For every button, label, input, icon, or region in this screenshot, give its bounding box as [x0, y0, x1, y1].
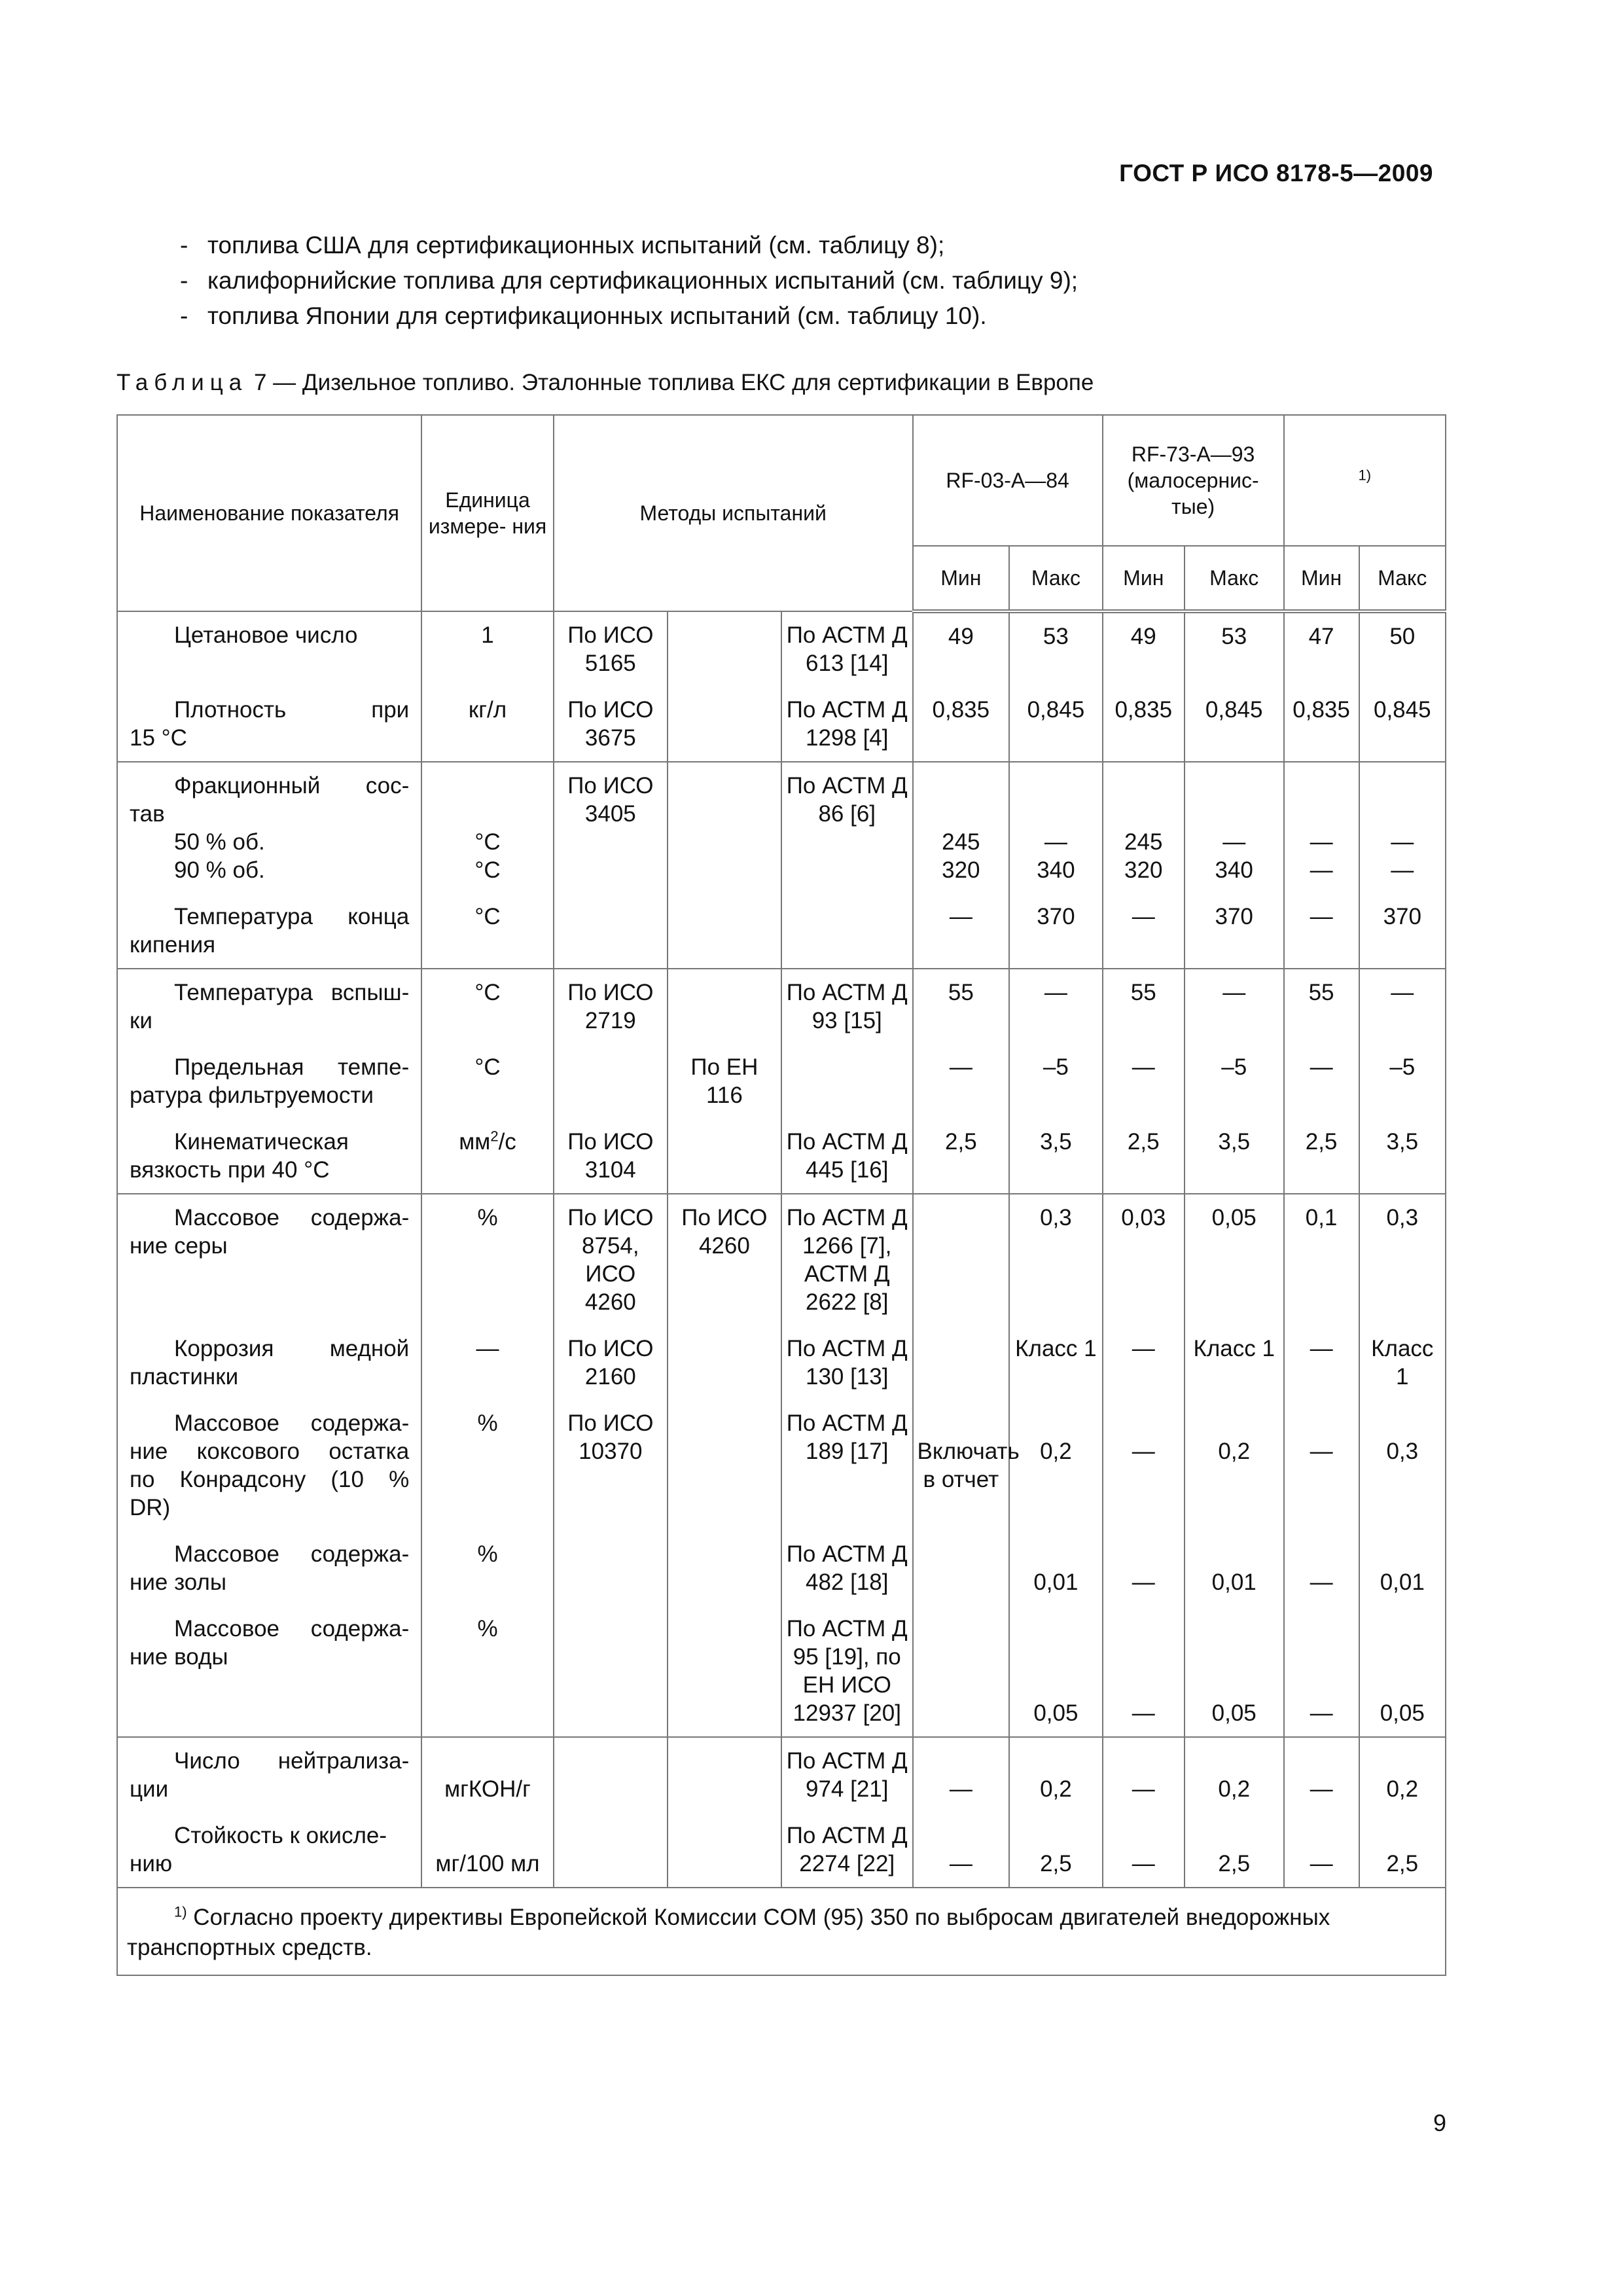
- method-en: [668, 1605, 781, 1737]
- value-cell: 0,3: [1009, 1194, 1103, 1325]
- value-cell: 245 320: [1103, 762, 1185, 893]
- value-cell: 53: [1185, 611, 1284, 687]
- row-unit: %: [421, 1531, 554, 1605]
- footnote-mark: 1): [174, 1903, 187, 1920]
- value-cell: —: [913, 1044, 1010, 1119]
- value-cell: 0,01: [1009, 1531, 1103, 1605]
- value-cell: 0,2: [1359, 1737, 1446, 1812]
- row-unit: мгКОН/г: [421, 1737, 554, 1812]
- value-cell: — —: [1359, 762, 1446, 893]
- method-iso: [554, 1044, 668, 1119]
- method-astm: По АСТМ Д 95 [19], по ЕН ИСО 12937 [20]: [781, 1605, 913, 1737]
- table-footnote-row: [117, 1888, 1446, 1975]
- row-name: Температура вспыш- ки: [117, 969, 421, 1044]
- row-unit: %: [421, 1400, 554, 1531]
- value-cell: —: [1009, 969, 1103, 1044]
- method-iso: [554, 1812, 668, 1888]
- table-row: [117, 762, 1446, 893]
- method-en: [668, 1325, 781, 1400]
- value-cell: —: [1284, 1737, 1359, 1812]
- value-cell: —: [1103, 893, 1185, 969]
- value-cell: 0,05: [1185, 1605, 1284, 1737]
- table-row: [117, 1044, 1446, 1119]
- value-cell: 0,835: [913, 687, 1010, 762]
- header-fuel-footnote: [1284, 415, 1446, 546]
- value-cell: 0,835: [1284, 687, 1359, 762]
- value-cell: 0,3: [1359, 1400, 1446, 1531]
- row-name: Предельная темпе- ратура фильтруемости: [117, 1044, 421, 1119]
- value-cell: 55: [913, 969, 1010, 1044]
- value-cell: —: [1284, 1812, 1359, 1888]
- table-row: [117, 1737, 1446, 1812]
- row-unit: °С: [421, 893, 554, 969]
- value-cell: –5: [1185, 1044, 1284, 1119]
- list-item: - топлива США для сертификационных испытаний (см. таблицу 8);: [180, 232, 945, 259]
- value-cell: –5: [1009, 1044, 1103, 1119]
- value-cell: 2,5: [913, 1119, 1010, 1194]
- value-cell: — 340: [1185, 762, 1284, 893]
- row-unit: %: [421, 1605, 554, 1737]
- table-row: [117, 1325, 1446, 1400]
- value-cell: —: [1103, 1605, 1185, 1737]
- method-astm: По АСТМ Д 189 [17]: [781, 1400, 913, 1531]
- table-row: [117, 611, 1446, 687]
- document-standard-header: ГОСТ Р ИСО 8178-5—2009: [1119, 160, 1433, 187]
- row-name: Стойкость к окисле- нию: [117, 1812, 421, 1888]
- value-cell: 3,5: [1359, 1119, 1446, 1194]
- value-cell: 0,2: [1185, 1737, 1284, 1812]
- method-en: [668, 1400, 781, 1531]
- value-cell: 0,2: [1185, 1400, 1284, 1531]
- method-astm: По АСТМ Д 613 [14]: [781, 611, 913, 687]
- value-cell: —: [1103, 1325, 1185, 1400]
- value-cell: — 340: [1009, 762, 1103, 893]
- method-iso: По ИСО 3675: [554, 687, 668, 762]
- method-en: По ИСО 4260: [668, 1194, 781, 1325]
- method-astm: [781, 1044, 913, 1119]
- method-astm: По АСТМ Д 1266 [7], АСТМ Д 2622 [8]: [781, 1194, 913, 1325]
- value-cell: 0,05: [1359, 1605, 1446, 1737]
- value-cell: 55: [1284, 969, 1359, 1044]
- table-row: [117, 1531, 1446, 1605]
- page-number: 9: [1433, 2109, 1446, 2136]
- value-cell: 0,845: [1359, 687, 1446, 762]
- header-max: Макс: [1359, 546, 1446, 611]
- value-cell: 0,03: [1103, 1194, 1185, 1325]
- value-cell: —: [913, 893, 1010, 969]
- value-cell: 370: [1009, 893, 1103, 969]
- value-cell: 370: [1185, 893, 1284, 969]
- list-item: - топлива Японии для сертификационных испытаний (см. таблицу 10).: [180, 302, 987, 329]
- header-min: Мин: [1103, 546, 1185, 611]
- table-row: [117, 1194, 1446, 1325]
- value-cell: —: [1103, 1044, 1185, 1119]
- table-footnote: $^{1)}$ Согласно проекту директивы Европейской Комиссии COM (95) 350 по выбросам двигателей внедорожных транспортных средств.: [117, 1888, 1446, 1975]
- value-cell: 47: [1284, 611, 1359, 687]
- footnote-mark: 1): [1358, 467, 1372, 484]
- report-cell: Включать в отчет: [913, 1194, 1010, 1737]
- method-astm: По АСТМ Д 86 [6]: [781, 762, 913, 893]
- value-cell: —: [1185, 969, 1284, 1044]
- row-name: Коррозия медной пластинки: [117, 1325, 421, 1400]
- value-cell: —: [1103, 1400, 1185, 1531]
- method-iso: [554, 1737, 668, 1812]
- value-cell: —: [1284, 1400, 1359, 1531]
- value-cell: —: [1103, 1531, 1185, 1605]
- row-unit: мг/100 мл: [421, 1812, 554, 1888]
- row-unit: °С: [421, 969, 554, 1044]
- list-item: - калифорнийские топлива для сертификационных испытаний (см. таблицу 9);: [180, 267, 1079, 294]
- value-cell: —: [1284, 1531, 1359, 1605]
- method-en: [668, 1531, 781, 1605]
- header-min: Мин: [1284, 546, 1359, 611]
- value-cell: 0,01: [1185, 1531, 1284, 1605]
- value-cell: 0,845: [1009, 687, 1103, 762]
- value-cell: 0,2: [1009, 1400, 1103, 1531]
- method-iso: По ИСО 2160: [554, 1325, 668, 1400]
- table-row: [117, 969, 1446, 1044]
- value-cell: 0,845: [1185, 687, 1284, 762]
- method-iso: [554, 1605, 668, 1737]
- row-name: Цетановое число: [117, 611, 421, 687]
- method-iso: По ИСО 3405: [554, 762, 668, 893]
- value-cell: —: [913, 1812, 1010, 1888]
- table-row: [117, 893, 1446, 969]
- method-iso: По ИСО 5165: [554, 611, 668, 687]
- method-astm: По АСТМ Д 130 [13]: [781, 1325, 913, 1400]
- row-unit: —: [421, 1325, 554, 1400]
- row-unit: °С °С: [421, 762, 554, 893]
- method-en: [668, 762, 781, 893]
- value-cell: —: [1359, 969, 1446, 1044]
- value-cell: 50: [1359, 611, 1446, 687]
- method-astm: По АСТМ Д 974 [21]: [781, 1737, 913, 1812]
- method-en: [668, 611, 781, 687]
- row-name: Массовое содержа- ние коксового остатка по Конрадсону (10 % DR): [117, 1400, 421, 1531]
- value-cell: 55: [1103, 969, 1185, 1044]
- method-en: [668, 969, 781, 1044]
- value-cell: Класс 1: [1009, 1325, 1103, 1400]
- value-cell: —: [1284, 893, 1359, 969]
- header-fuel-rf03: RF-03-A—84: [913, 415, 1103, 546]
- row-unit: %: [421, 1194, 554, 1325]
- table-row: [117, 1605, 1446, 1737]
- value-cell: 49: [913, 611, 1010, 687]
- value-cell: Класс 1: [1359, 1325, 1446, 1400]
- method-iso: По ИСО 3104: [554, 1119, 668, 1194]
- header-name: Наименование показателя: [117, 415, 421, 611]
- value-cell: 0,835: [1103, 687, 1185, 762]
- table-row: [117, 1812, 1446, 1888]
- value-cell: 2,5: [1185, 1812, 1284, 1888]
- value-cell: 53: [1009, 611, 1103, 687]
- method-iso: По ИСО 10370: [554, 1400, 668, 1531]
- row-name: Фракционный сос- тав 50 % об. 90 % об.: [117, 762, 421, 893]
- row-unit: 1: [421, 611, 554, 687]
- value-cell: 0,01: [1359, 1531, 1446, 1605]
- row-unit: °С: [421, 1044, 554, 1119]
- value-cell: 2,5: [1359, 1812, 1446, 1888]
- value-cell: 49: [1103, 611, 1185, 687]
- method-astm: По АСТМ Д 93 [15]: [781, 969, 913, 1044]
- header-fuel-rf73: RF-73-A—93 (малосернис- тые): [1103, 415, 1284, 546]
- method-en: [668, 1737, 781, 1812]
- row-name: Массовое содержа- ние золы: [117, 1531, 421, 1605]
- value-cell: –5: [1359, 1044, 1446, 1119]
- value-cell: 2,5: [1103, 1119, 1185, 1194]
- method-iso: По ИСО 8754, ИСО 4260: [554, 1194, 668, 1325]
- value-cell: 245 320: [913, 762, 1010, 893]
- method-en: По ЕН 116: [668, 1044, 781, 1119]
- method-iso: [554, 1531, 668, 1605]
- row-name: Кинематическая вязкость при 40 °С: [117, 1119, 421, 1194]
- value-cell: — —: [1284, 762, 1359, 893]
- value-cell: —: [1103, 1737, 1185, 1812]
- value-cell: 370: [1359, 893, 1446, 969]
- value-cell: 0,05: [1185, 1194, 1284, 1325]
- method-en: [668, 893, 781, 969]
- table-row: [117, 1119, 1446, 1194]
- value-cell: —: [913, 1737, 1010, 1812]
- value-cell: 0,3: [1359, 1194, 1446, 1325]
- value-cell: —: [1103, 1812, 1185, 1888]
- method-en: [668, 1119, 781, 1194]
- value-cell: 0,2: [1009, 1737, 1103, 1812]
- value-cell: 0,1: [1284, 1194, 1359, 1325]
- method-astm: По АСТМ Д 445 [16]: [781, 1119, 913, 1194]
- value-cell: 0,05: [1009, 1605, 1103, 1737]
- value-cell: —: [1284, 1605, 1359, 1737]
- header-min: Мин: [913, 546, 1010, 611]
- table-row: [117, 1400, 1446, 1531]
- intro-list: [180, 228, 1078, 334]
- value-cell: 3,5: [1009, 1119, 1103, 1194]
- value-cell: 2,5: [1009, 1812, 1103, 1888]
- method-astm: По АСТМ Д 482 [18]: [781, 1531, 913, 1605]
- table-row: [117, 687, 1446, 762]
- method-en: [668, 687, 781, 762]
- row-name: Число нейтрализа- ции: [117, 1737, 421, 1812]
- method-astm: [781, 893, 913, 969]
- method-astm: По АСТМ Д 2274 [22]: [781, 1812, 913, 1888]
- row-name: Массовое содержа- ние воды: [117, 1605, 421, 1737]
- value-cell: 3,5: [1185, 1119, 1284, 1194]
- method-en: [668, 1812, 781, 1888]
- method-astm: По АСТМ Д 1298 [4]: [781, 687, 913, 762]
- fuel-specification-table: [116, 414, 1446, 1976]
- table-caption: Таблица 7 — Дизельное топливо. Эталонные топлива ЕКС для сертификации в Европе: [116, 370, 1094, 395]
- value-cell: —: [1284, 1325, 1359, 1400]
- row-unit: $мм^2/с$: [421, 1119, 554, 1194]
- method-iso: По ИСО 2719: [554, 969, 668, 1044]
- header-methods: Методы испытаний: [554, 415, 913, 611]
- value-cell: —: [1284, 1044, 1359, 1119]
- method-iso: [554, 893, 668, 969]
- header-max: Макс: [1185, 546, 1284, 611]
- header-unit: Единица измере- ния: [421, 415, 554, 611]
- row-unit: кг/л: [421, 687, 554, 762]
- row-name: Массовое содержа- ние серы: [117, 1194, 421, 1325]
- header-max: Макс: [1009, 546, 1103, 611]
- row-name: Плотность при 15 °С: [117, 687, 421, 762]
- value-cell: Класс 1: [1185, 1325, 1284, 1400]
- value-cell: 2,5: [1284, 1119, 1359, 1194]
- row-name: Температура конца кипения: [117, 893, 421, 969]
